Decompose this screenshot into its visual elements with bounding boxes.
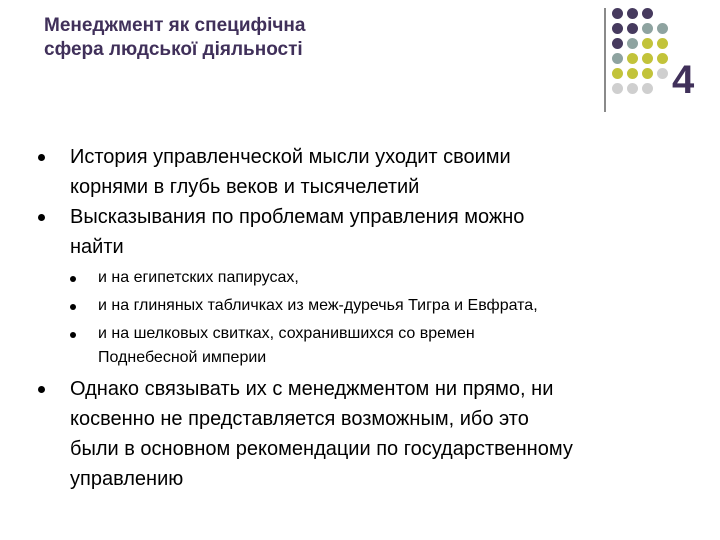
sub-bullet-text-line: и на глиняных табличках из меж-дуречья Тигра и Евфрата,: [98, 297, 538, 314]
bullet-marker: [38, 214, 45, 221]
sub-bullet-marker: [70, 332, 76, 338]
bullet-text-line: управлению: [70, 468, 184, 490]
sub-bullet-item: [98, 294, 538, 318]
bullet-text-line: были в основном рекомендации по государственному: [70, 438, 573, 460]
bullet-marker: [38, 154, 45, 161]
slide-title-line-2: сфера людської діяльності: [44, 39, 303, 60]
sub-bullet-marker: [70, 276, 76, 282]
bullet-item: [70, 202, 524, 262]
slide-title-line-1: Менеджмент як специфічна: [44, 15, 306, 36]
bullet-text-line: Высказывания по проблемам управления можно: [70, 206, 525, 228]
bullet-text-line: История управленческой мысли уходит своими: [70, 146, 511, 168]
bullet-text-line: найти: [70, 236, 124, 258]
sub-bullet-text-line: и на шелковых свитках, сохранившихся со времен: [98, 325, 475, 342]
slide-number: 4: [672, 58, 695, 102]
sub-bullet-text-line: Поднебесной империи: [98, 349, 267, 366]
bullet-text-line: Однако связывать их с менеджментом ни прямо, ни: [70, 378, 554, 400]
bullet-text-line: косвенно не представляется возможным, ибо это: [70, 408, 529, 430]
bullet-item: [70, 142, 511, 202]
bullet-marker: [38, 386, 45, 393]
sub-bullet-marker: [70, 304, 76, 310]
sub-bullet-item: [98, 322, 475, 370]
sub-bullet-item: [98, 266, 299, 290]
bullet-item: [70, 374, 573, 494]
bullet-text-line: корнями в глубь веков и тысячелетий: [70, 176, 420, 198]
sub-bullet-text-line: и на египетских папирусах,: [98, 269, 299, 286]
